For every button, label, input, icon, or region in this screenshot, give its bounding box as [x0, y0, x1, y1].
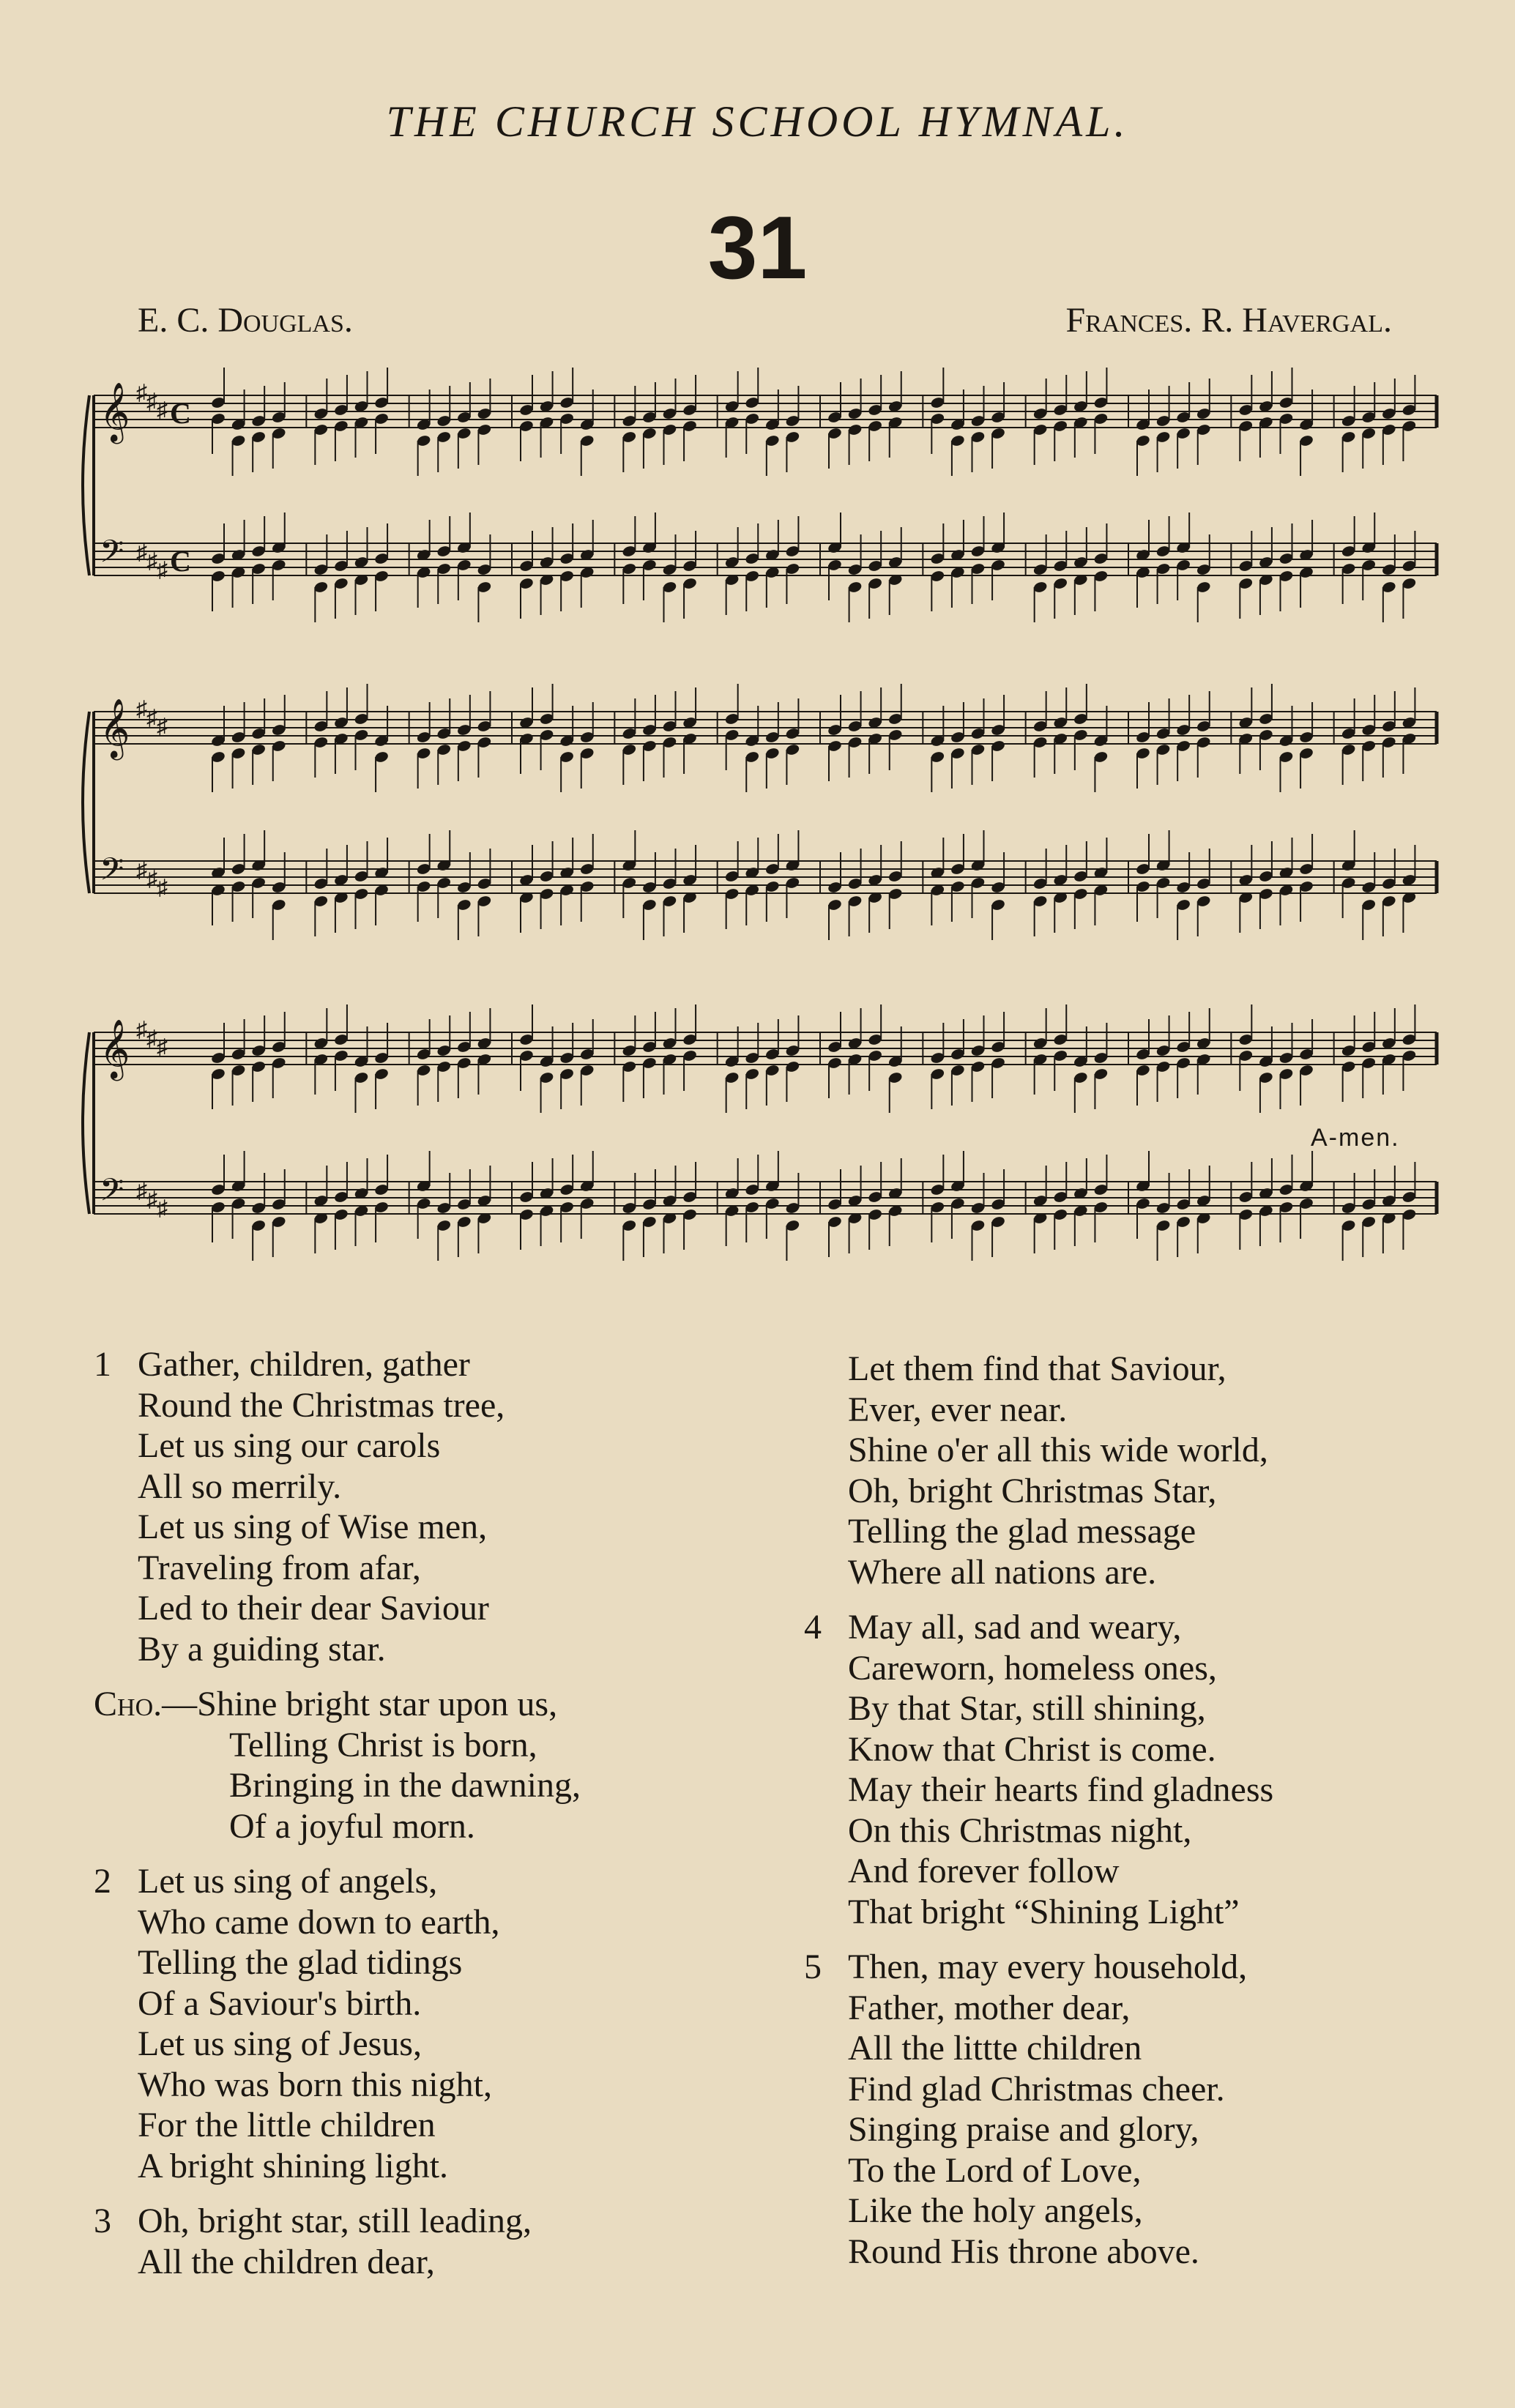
lyric-line: Oh, bright Christmas Star, — [848, 1471, 1217, 1510]
lyric-line: On this Christmas night, — [848, 1811, 1192, 1850]
lyric-line: Singing praise and glory, — [848, 2110, 1199, 2149]
lyric-line: Careworn, homeless ones, — [848, 1648, 1217, 1688]
sharp-sign: ♯ — [146, 389, 157, 414]
stanza-number: 3 — [94, 2202, 111, 2240]
stanza-5 — [804, 1947, 1273, 2272]
lyric-line: Let us sing of angels, — [138, 1862, 438, 1901]
lyric-line: Find glad Christmas cheer. — [848, 2069, 1225, 2109]
lyric-line: Let us sing our carols — [138, 1426, 441, 1465]
stanza-number: 2 — [94, 1862, 111, 1901]
stanza-2 — [94, 1861, 581, 2186]
stanza-3-start — [94, 2201, 581, 2282]
time-signature: C — [170, 397, 191, 430]
author-credit: Frances. R. Havergal. — [1065, 301, 1392, 340]
lyric-line: All the children dear, — [138, 2242, 435, 2281]
lyric-line: Let us sing of Wise men, — [138, 1507, 488, 1546]
sharp-sign: ♯ — [136, 540, 147, 564]
lyric-line: Let us sing of Jesus, — [138, 2024, 422, 2063]
lyric-line: Telling the glad tidings — [138, 1943, 463, 1982]
chorus — [94, 1684, 581, 1846]
sharp-sign: ♯ — [146, 1188, 157, 1212]
lyric-line: Shine o'er all this wide world, — [848, 1431, 1268, 1469]
stanza-number: 5 — [804, 1947, 822, 1986]
chorus-label: Cho.— — [94, 1685, 198, 1723]
lyric-line: Who was born this night, — [138, 2065, 492, 2104]
sharp-sign: ♯ — [136, 1179, 147, 1203]
sharp-sign: ♯ — [157, 558, 168, 582]
stanza-number: 4 — [804, 1608, 822, 1647]
lyric-line: May all, sad and weary, — [848, 1608, 1182, 1647]
stanza-3-continued — [804, 1349, 1273, 1592]
lyric-line: Shine bright star upon us, — [197, 1685, 558, 1723]
composer-credit: E. C. Douglas. — [138, 301, 353, 340]
lyric-line: Led to their dear Saviour — [138, 1589, 489, 1628]
sharp-sign: ♯ — [136, 858, 147, 882]
lyric-line: Father, mother dear, — [848, 1988, 1131, 2027]
system-brace — [83, 712, 89, 893]
lyric-line: Then, may every household, — [848, 1947, 1248, 1986]
stanza-4 — [804, 1607, 1273, 1932]
lyric-line: Who came down to earth, — [138, 1902, 500, 1942]
lyric-line: By that Star, still shining, — [848, 1689, 1206, 1728]
stanza-number: 1 — [94, 1345, 111, 1384]
system-brace — [83, 395, 89, 575]
lyric-line: Ever, ever near. — [848, 1390, 1068, 1429]
treble-clef: 𝄞 — [100, 1021, 130, 1078]
bass-clef: 𝄢 — [100, 1174, 124, 1215]
lyric-line: Telling the glad message — [848, 1512, 1196, 1551]
lyric-line: Of a Saviour's birth. — [138, 1983, 422, 2023]
time-signature: C — [170, 545, 191, 578]
lyric-line: Traveling from afar, — [138, 1548, 421, 1587]
sharp-sign: ♯ — [146, 867, 157, 891]
lyric-line: All so merrily. — [138, 1466, 342, 1506]
lyric-line: And forever follow — [848, 1852, 1120, 1890]
lyric-line: To the Lord of Love, — [848, 2150, 1142, 2190]
treble-clef: 𝄞 — [100, 384, 130, 441]
lyric-line: Let them find that Saviour, — [848, 1349, 1226, 1388]
sharp-sign: ♯ — [136, 381, 147, 405]
lyric-line: All the littte children — [848, 2029, 1142, 2068]
sharp-sign: ♯ — [136, 697, 147, 721]
lyric-line: That bright “Shining Light” — [848, 1892, 1240, 1931]
lyric-line: Gather, children, gather — [138, 1345, 470, 1384]
bass-clef: 𝄢 — [100, 535, 124, 577]
lyric-line: Telling Christ is born, — [229, 1725, 537, 1764]
sharp-sign: ♯ — [157, 1035, 168, 1059]
lyric-line: A bright shining light. — [138, 2146, 449, 2185]
sharp-sign: ♯ — [157, 715, 168, 739]
lyric-line: Round His throne above. — [848, 2232, 1199, 2271]
running-head: THE CHURCH SCHOOL HYMNAL. — [386, 97, 1129, 146]
stanza-1 — [94, 1344, 581, 1669]
sharp-sign: ♯ — [146, 706, 157, 730]
sharp-sign: ♯ — [146, 1026, 157, 1051]
lyric-line: Know that Christ is come. — [848, 1729, 1216, 1769]
lyric-line: Like the holy angels, — [848, 2191, 1143, 2230]
sharp-sign: ♯ — [157, 1196, 168, 1220]
bass-clef: 𝄢 — [100, 853, 124, 895]
sharp-sign: ♯ — [146, 549, 157, 573]
sharp-sign: ♯ — [157, 876, 168, 900]
system-brace — [83, 1032, 89, 1214]
lyric-line: May their hearts find gladness — [848, 1770, 1274, 1809]
lyric-line: By a guiding star. — [138, 1629, 386, 1669]
lyric-line: Oh, bright star, still leading, — [138, 2202, 532, 2240]
amen-label: A-men. — [1311, 1124, 1400, 1152]
lyric-line: Bringing in the dawning, — [229, 1766, 581, 1805]
lyric-line: For the little children — [138, 2106, 436, 2144]
lyrics-left-column — [94, 1344, 581, 2297]
sharp-sign: ♯ — [157, 398, 168, 422]
lyric-line: Of a joyful morn. — [229, 1806, 475, 1846]
lyric-line: Round the Christmas tree, — [138, 1385, 505, 1425]
hymn-number: 31 — [707, 198, 808, 297]
lyric-line: Where all nations are. — [848, 1552, 1157, 1592]
lyrics-right-column — [804, 1349, 1273, 2286]
treble-clef: 𝄞 — [100, 701, 130, 757]
sharp-sign: ♯ — [136, 1018, 147, 1042]
